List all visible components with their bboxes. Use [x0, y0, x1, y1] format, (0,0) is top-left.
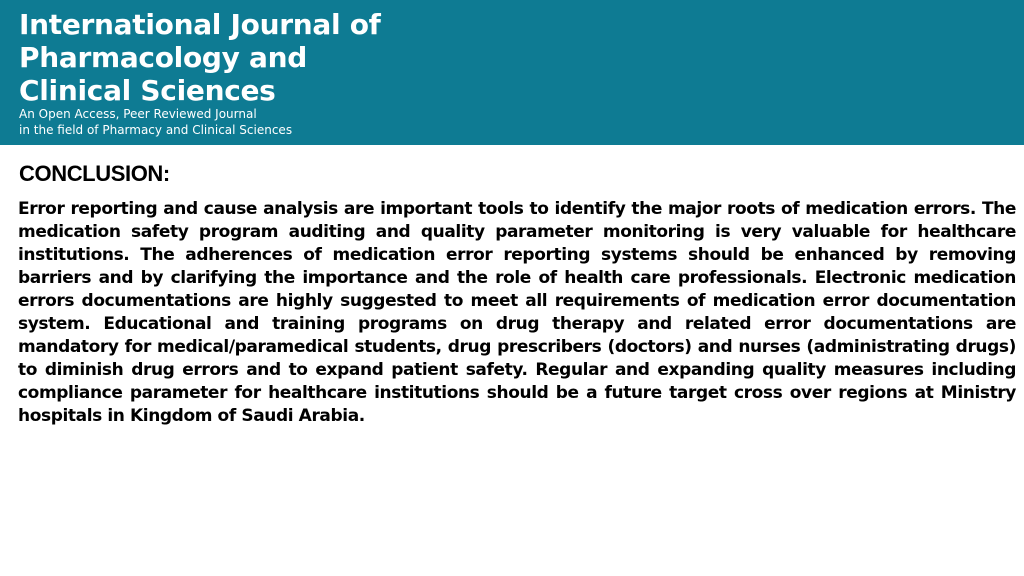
section-heading: CONCLUSION:	[19, 161, 170, 186]
journal-title-line-2: Pharmacology and	[19, 41, 308, 74]
journal-title-line-3: Clinical Sciences	[19, 74, 276, 107]
journal-title-line-1: International Journal of	[19, 8, 381, 41]
journal-banner	[0, 0, 1024, 145]
journal-subtitle-line-2: in the field of Pharmacy and Clinical Sciences	[19, 123, 293, 137]
conclusion-paragraph: Error reporting and cause analysis are important tools to identify the major roots of medication errors. The medication safety program auditing and quality parameter monitoring is very valuable for healthcare institutions. The adherences of medication error reporting systems should be enhanced by removing barriers and by clarifying the importance and the role of health care professionals. Electronic medication errors documentations are highly suggested to meet all requirements of medication error documentation system. Educational and training programs on drug therapy and related error documentations are mandatory for medical/paramedical students, drug prescribers (doctors) and nurses (administrating drugs) to diminish drug errors and to expand patient safety. Regular and expanding quality measures including compliance parameter for healthcare institutions should be a future target cross over regions at Ministry hospitals in Kingdom of Saudi Arabia.	[18, 199, 1016, 426]
journal-subtitle-line-1: An Open Access, Peer Reviewed Journal	[19, 107, 257, 121]
journal-title	[19, 8, 381, 107]
journal-subtitle	[19, 106, 292, 138]
